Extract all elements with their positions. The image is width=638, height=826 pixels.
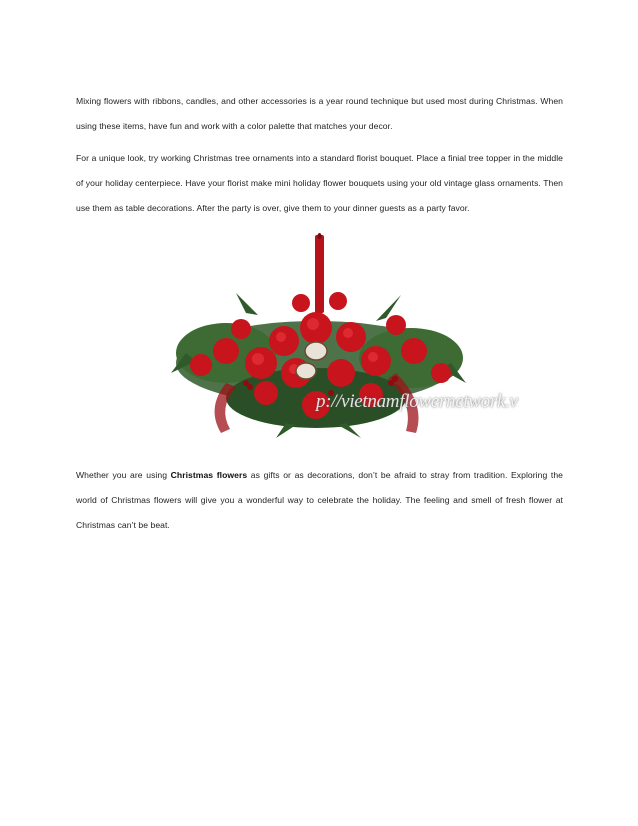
candle <box>315 235 324 313</box>
christmas-centerpiece-image <box>166 233 518 439</box>
paragraph-tradition <box>76 463 563 538</box>
paragraph-text: Whether you are using <box>76 469 171 480</box>
paragraph-text: as gifts or as decorations, don’t be afraid to stray from tradition. Exploring the world of Christmas flowers will give you a wonderful way to celebrate the holiday. The feeling and smell of fresh flower at Christmas can’t be beat. <box>76 469 563 530</box>
watermark-text: p://vietnamflowernetwork.v <box>316 391 518 412</box>
paragraph-ornaments: For a unique look, try working Christmas tree ornaments into a standard florist bouquet. Place a finial tree topper in the middle of your holiday centerpiece. Have your florist make mini holiday flower bouquets using your old vintage glass ornaments. Then use them as table decorations. After the party is over, give them to your dinner guests as a party favor. <box>76 152 563 213</box>
paragraph-ribbons: Mixing flowers with ribbons, candles, and other accessories is a year round technique but used most during Christmas. When using these items, have fun and work with a color palette that matches your decor. <box>76 95 563 131</box>
christmas-flowers-link[interactable]: Christmas flowers <box>170 469 248 480</box>
